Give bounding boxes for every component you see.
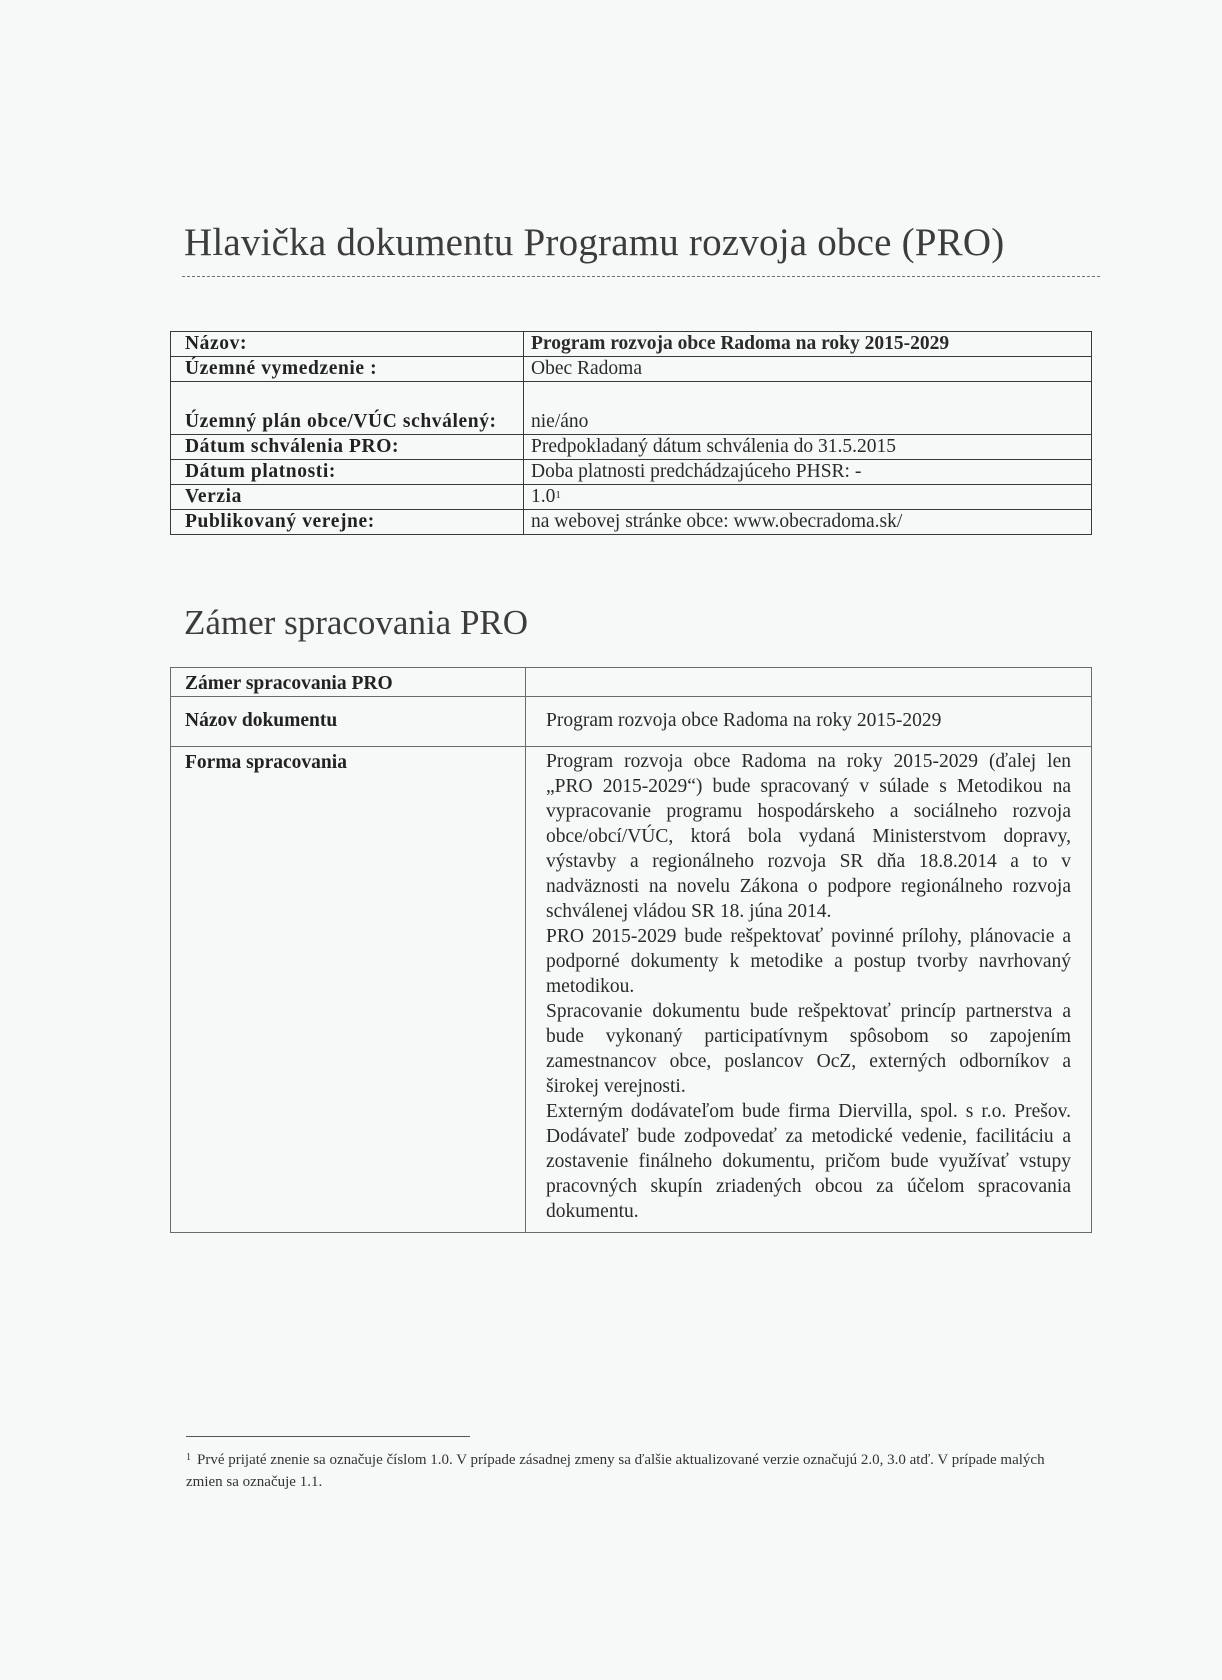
meta-row-nazov [171, 332, 1092, 357]
footnote-divider [186, 1436, 470, 1437]
meta-value: Doba platnosti predchádzajúceho PHSR: - [524, 460, 1092, 485]
plan-body [526, 747, 1092, 1233]
header-divider [182, 276, 1100, 277]
plan-value [526, 668, 1092, 697]
meta-row-verzia [171, 485, 1092, 510]
meta-value: nie/áno [524, 382, 1092, 435]
footnote-ref[interactable]: 1 [555, 489, 561, 501]
meta-value: 1.0 [531, 486, 556, 507]
plan-label: Zámer spracovania PRO [171, 668, 526, 697]
meta-label: Verzia [171, 485, 524, 510]
meta-label: Publikovaný verejne: [171, 510, 524, 535]
plan-value: Program rozvoja obce Radoma na roky 2015-2029 [526, 697, 1092, 747]
meta-row-datum-schvalenia [171, 435, 1092, 460]
plan-label: Forma spracovania [171, 747, 526, 1233]
footnote-number: 1 [186, 1452, 191, 1463]
plan-label: Názov dokumentu [171, 697, 526, 747]
meta-label: Názov: [171, 332, 524, 357]
meta-row-publikovany [171, 510, 1092, 535]
plan-paragraph: Spracovanie dokumentu bude rešpektovať princíp partnerstva a bude vykonaný participatívnym spôsobom so zapojením zamestnancov obce, poslancov OcZ, externých odborníkov a širokej verejnosti. [546, 1001, 1071, 1097]
meta-value-cell [524, 485, 1092, 510]
plan-paragraph: PRO 2015-2029 bude rešpektovať povinné prílohy, plánovacie a podporné dokumenty k metodike a postup tvorby navrhovaný metodikou. [546, 926, 1071, 997]
plan-row-nazov-dokumentu [171, 697, 1092, 747]
meta-label: Dátum schválenia PRO: [171, 435, 524, 460]
section-title-zamer: Zámer spracovania PRO [184, 603, 529, 642]
footnote-text: Prvé prijaté znenie sa označuje číslom 1.0. V prípade zásadnej zmeny sa ďalšie aktualizované verzie označujú 2.0, 3.0 atď. V prípade malých zmien sa označuje 1.1. [186, 1452, 1045, 1490]
document-meta-table [170, 331, 1092, 535]
document-header-title: Hlavička dokumentu Programu rozvoja obce (PRO) [184, 221, 1005, 264]
meta-row-uzemne-vymedzenie [171, 357, 1092, 382]
meta-label: Územný plán obce/VÚC schválený: [171, 382, 524, 435]
meta-label: Dátum platnosti: [171, 460, 524, 485]
meta-value: Obec Radoma [524, 357, 1092, 382]
meta-row-datum-platnosti [171, 460, 1092, 485]
plan-table [170, 667, 1092, 1233]
plan-row-forma-spracovania [171, 747, 1092, 1233]
meta-value: na webovej stránke obce: www.obecradoma.sk/ [524, 510, 1092, 535]
meta-row-uzemny-plan [171, 382, 1092, 435]
meta-label: Územné vymedzenie : [171, 357, 524, 382]
meta-value: Program rozvoja obce Radoma na roky 2015-2029 [524, 332, 1092, 357]
meta-value: Predpokladaný dátum schválenia do 31.5.2015 [524, 435, 1092, 460]
plan-row-zamer [171, 668, 1092, 697]
plan-paragraph: Externým dodávateľom bude firma Diervilla, spol. s r.o. Prešov. Dodávateľ bude zodpovedať za metodické vedenie, facilitáciu a zostavenie finálneho dokumentu, pričom bude využívať vstupy pracovných skupín zriadených obcou za účelom spracovania dokumentu. [546, 1101, 1071, 1222]
plan-paragraph: Program rozvoja obce Radoma na roky 2015-2029 (ďalej len „PRO 2015-2029“) bude spracovaný v súlade s Metodikou na vypracovanie programu hospodárskeho a sociálneho rozvoja obce/obcí/VÚC, ktorá bola vydaná Ministerstvom dopravy, výstavby a regionálneho rozvoja SR dňa 18.8.2014 a to v nadväznosti na novelu Zákona o podpore regionálneho rozvoja schválenej vládou SR 18. júna 2014. [546, 751, 1071, 922]
footnote [186, 1449, 1066, 1493]
